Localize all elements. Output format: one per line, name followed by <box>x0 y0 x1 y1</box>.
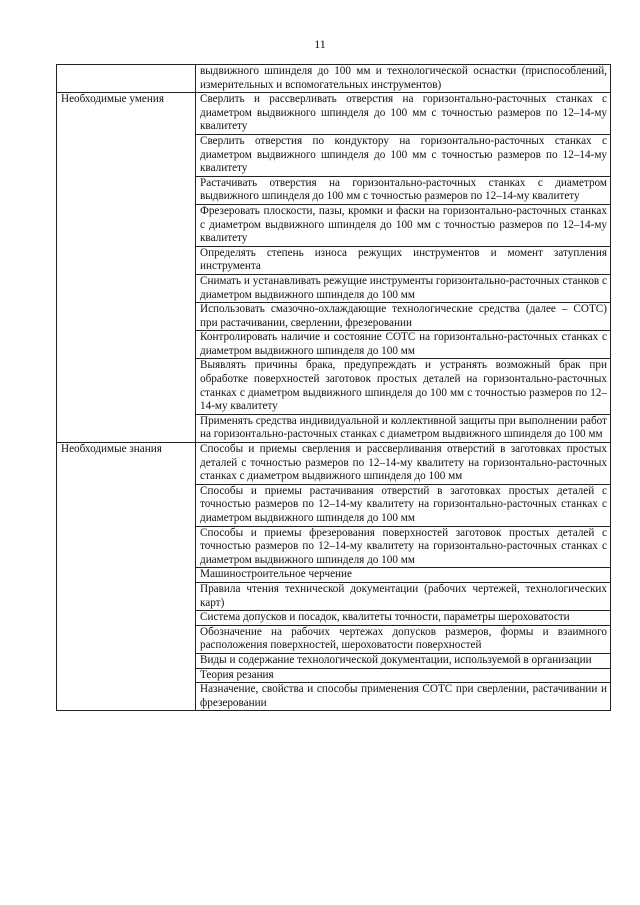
table-cell: Растачивать отверстия на горизонтально-расточных станках с диаметром выдвижного шпинделя до 100 мм с точностью размеров по 12–14-му квалитету <box>196 176 611 204</box>
table-cell: Способы и приемы растачивания отверстий в заготовках простых деталей с точностью размеров по 12–14-му квалитету на горизонтально-расточных станках с диаметром выдвижного шпинделя до 100 мм <box>196 484 611 526</box>
row-label-empty <box>57 65 196 93</box>
table-cell: Фрезеровать плоскости, пазы, кромки и фаски на горизонтально-расточных станках с диаметром выдвижного шпинделя до 100 мм с точностью размеров по 12–14-му квалитету <box>196 204 611 246</box>
table-row <box>57 65 611 93</box>
table-cell: Снимать и устанавливать режущие инструменты горизонтально-расточных станков с диаметром выдвижного шпинделя до 100 мм <box>196 274 611 302</box>
table-row <box>57 93 611 135</box>
table-cell: Правила чтения технической документации (рабочих чертежей, технологических карт) <box>196 582 611 610</box>
table-cell: Применять средства индивидуальной и коллективной защиты при выполнении работ на горизонтально-расточных станках с диаметром выдвижного шпинделя до 100 мм <box>196 414 611 442</box>
qualification-table <box>56 64 611 711</box>
table-cell: Использовать смазочно-охлаждающие технологические средства (далее – СОТС) при растачивании, сверлении, фрезеровании <box>196 303 611 331</box>
row-label-skills: Необходимые умения <box>57 93 196 443</box>
table-cell: Сверлить отверстия по кондуктору на горизонтально-расточных станках с диаметром выдвижного шпинделя до 100 мм с точностью размеров по 12–14-му квалитету <box>196 134 611 176</box>
table-cell: Способы и приемы фрезерования поверхностей заготовок простых деталей с точностью размеров по 12–14-му квалитету на горизонтально-расточных станках с диаметром выдвижного шпинделя до 100 мм <box>196 526 611 568</box>
table-cell: выдвижного шпинделя до 100 мм и технологической оснастки (приспособлений, измерительных и вспомогательных инструментов) <box>196 65 611 93</box>
table-cell: Контролировать наличие и состояние СОТС на горизонтально-расточных станках с диаметром выдвижного шпинделя до 100 мм <box>196 331 611 359</box>
table-cell: Обозначение на рабочих чертежах допусков размеров, формы и взаимного расположения поверхностей, шероховатости поверхностей <box>196 625 611 653</box>
table-row <box>57 443 611 485</box>
table-cell: Выявлять причины брака, предупреждать и устранять возможный брак при обработке поверхностей заготовок простых деталей на горизонтально-расточных станках с диаметром выдвижного шпинделя до 100 мм с точностью размеров по 12–14-му квалитету <box>196 359 611 414</box>
row-label-knowledge: Необходимые знания <box>57 443 196 711</box>
table-cell: Способы и приемы сверления и рассверливания отверстий в заготовках простых деталей с точностью размеров по 12–14-му квалитету на горизонтально-расточных станках с диаметром выдвижного шпинделя до 100 мм <box>196 443 611 485</box>
table-cell: Назначение, свойства и способы применения СОТС при сверлении, растачивании и фрезеровании <box>196 683 611 711</box>
table-cell: Система допусков и посадок, квалитеты точности, параметры шероховатости <box>196 611 611 626</box>
table-cell: Виды и содержание технологической документации, используемой в организации <box>196 653 611 668</box>
table-cell: Определять степень износа режущих инструментов и момент затупления инструмента <box>196 246 611 274</box>
table-cell: Теория резания <box>196 668 611 683</box>
page-number: 11 <box>314 37 326 51</box>
table-cell: Сверлить и рассверливать отверстия на горизонтально-расточных станках с диаметром выдвижного шпинделя до 100 мм с точностью размеров по 12–14-му квалитету <box>196 93 611 135</box>
table-cell: Машиностроительное черчение <box>196 568 611 583</box>
